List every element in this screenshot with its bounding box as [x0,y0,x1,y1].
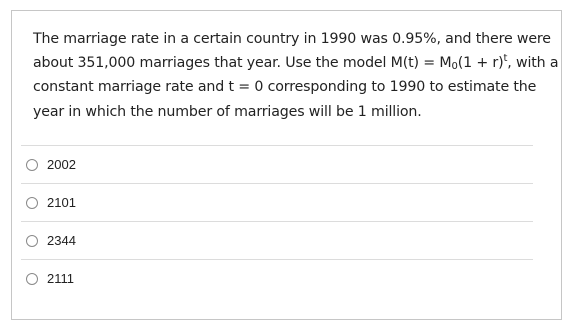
question-text-part1: The marriage rate in a certain country in 1990 was 0.95%, and there were about 351,000 marriages that year. Use the model M(t) = M [33,31,551,72]
answer-option-label: 2101 [47,195,76,210]
answer-option-2[interactable] [21,184,533,221]
question-subscript: 0 [451,61,458,73]
answer-option-4[interactable] [21,260,533,297]
radio-button-icon[interactable] [26,235,38,247]
answer-option-label: 2111 [47,271,74,286]
radio-button-icon[interactable] [26,273,38,285]
answer-option-3[interactable] [21,222,533,259]
radio-button-icon[interactable] [26,159,38,171]
answer-option-label: 2344 [47,233,76,248]
question-text-part2: (1 + r) [457,55,504,72]
question-superscript: t [503,53,508,65]
question-text [33,27,563,124]
answer-option-1[interactable] [21,146,533,183]
radio-button-icon[interactable] [26,197,38,209]
question-text-part3: , with a constant marriage rate and t = 0 corresponding to 1990 to estimate the year in which the number of marriages will be 1 million. [33,55,559,120]
answer-option-label: 2002 [47,157,76,172]
